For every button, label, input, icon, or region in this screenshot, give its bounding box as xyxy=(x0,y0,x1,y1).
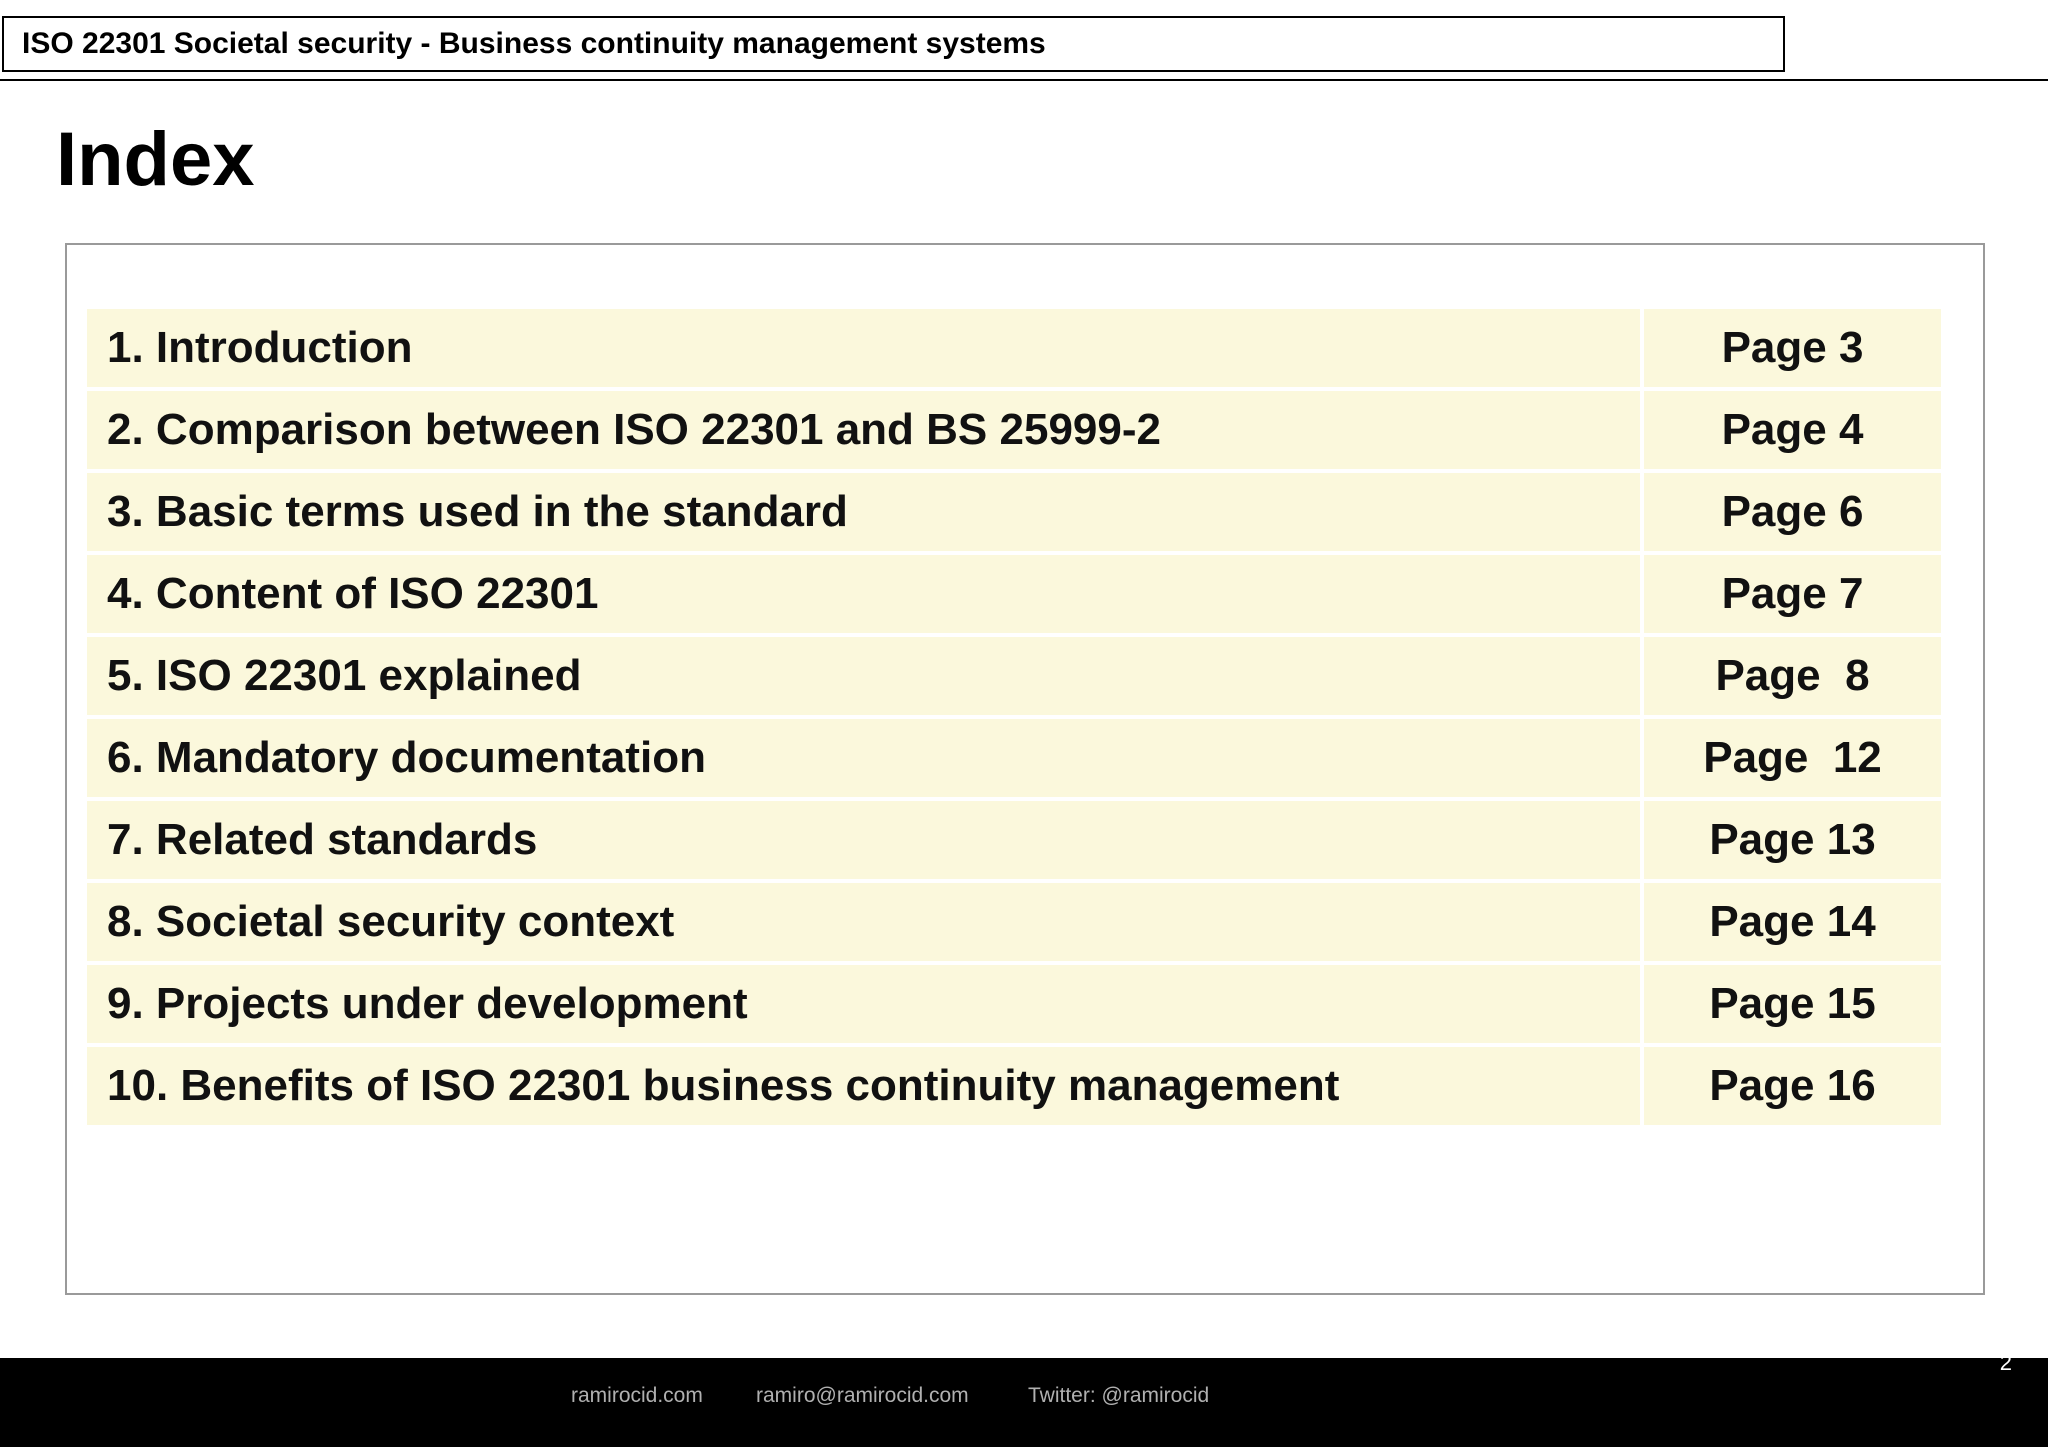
header-divider xyxy=(0,79,2048,81)
index-entry-title[interactable]: 10. Benefits of ISO 22301 business continuity management xyxy=(87,1047,1640,1125)
index-entry-title[interactable]: 9. Projects under development xyxy=(87,965,1640,1043)
footer-email-link[interactable]: ramiro@ramirocid.com xyxy=(756,1384,969,1407)
index-entry-title[interactable]: 1. Introduction xyxy=(87,309,1640,387)
index-entry-page[interactable]: Page 14 xyxy=(1644,883,1941,961)
index-table xyxy=(87,309,1941,1125)
index-entry-title[interactable]: 5. ISO 22301 explained xyxy=(87,637,1640,715)
index-entry-title[interactable]: 2. Comparison between ISO 22301 and BS 25999-2 xyxy=(87,391,1640,469)
index-entry-title[interactable]: 4. Content of ISO 22301 xyxy=(87,555,1640,633)
index-entry-page[interactable]: Page 6 xyxy=(1644,473,1941,551)
index-row-9[interactable] xyxy=(87,965,1941,1043)
index-row-6[interactable] xyxy=(87,719,1941,797)
index-row-3[interactable] xyxy=(87,473,1941,551)
index-entry-page[interactable]: Page 15 xyxy=(1644,965,1941,1043)
index-row-4[interactable] xyxy=(87,555,1941,633)
index-entry-page[interactable]: Page 12 xyxy=(1644,719,1941,797)
index-row-8[interactable] xyxy=(87,883,1941,961)
index-entry-title[interactable]: 3. Basic terms used in the standard xyxy=(87,473,1640,551)
page-number: 2 xyxy=(1999,1350,2012,1375)
footer-website-link[interactable]: ramirocid.com xyxy=(571,1384,703,1407)
index-entry-title[interactable]: 7. Related standards xyxy=(87,801,1640,879)
footer-twitter-link[interactable]: Twitter: @ramirocid xyxy=(1028,1384,1210,1407)
index-row-1[interactable] xyxy=(87,309,1941,387)
index-entry-page[interactable]: Page 13 xyxy=(1644,801,1941,879)
index-entry-page[interactable]: Page 4 xyxy=(1644,391,1941,469)
index-entry-page[interactable]: Page 3 xyxy=(1644,309,1941,387)
footer-bar xyxy=(0,1358,2048,1447)
index-entry-page[interactable]: Page 16 xyxy=(1644,1047,1941,1125)
index-row-2[interactable] xyxy=(87,391,1941,469)
index-row-7[interactable] xyxy=(87,801,1941,879)
index-entry-title[interactable]: 8. Societal security context xyxy=(87,883,1640,961)
page-title: Index xyxy=(56,117,255,202)
index-row-10[interactable] xyxy=(87,1047,1941,1125)
index-entry-page[interactable]: Page 8 xyxy=(1644,637,1941,715)
index-row-5[interactable] xyxy=(87,637,1941,715)
document-header xyxy=(2,16,1785,72)
document-title: ISO 22301 Societal security - Business continuity management systems xyxy=(22,27,1046,60)
index-entry-title[interactable]: 6. Mandatory documentation xyxy=(87,719,1640,797)
index-entry-page[interactable]: Page 7 xyxy=(1644,555,1941,633)
